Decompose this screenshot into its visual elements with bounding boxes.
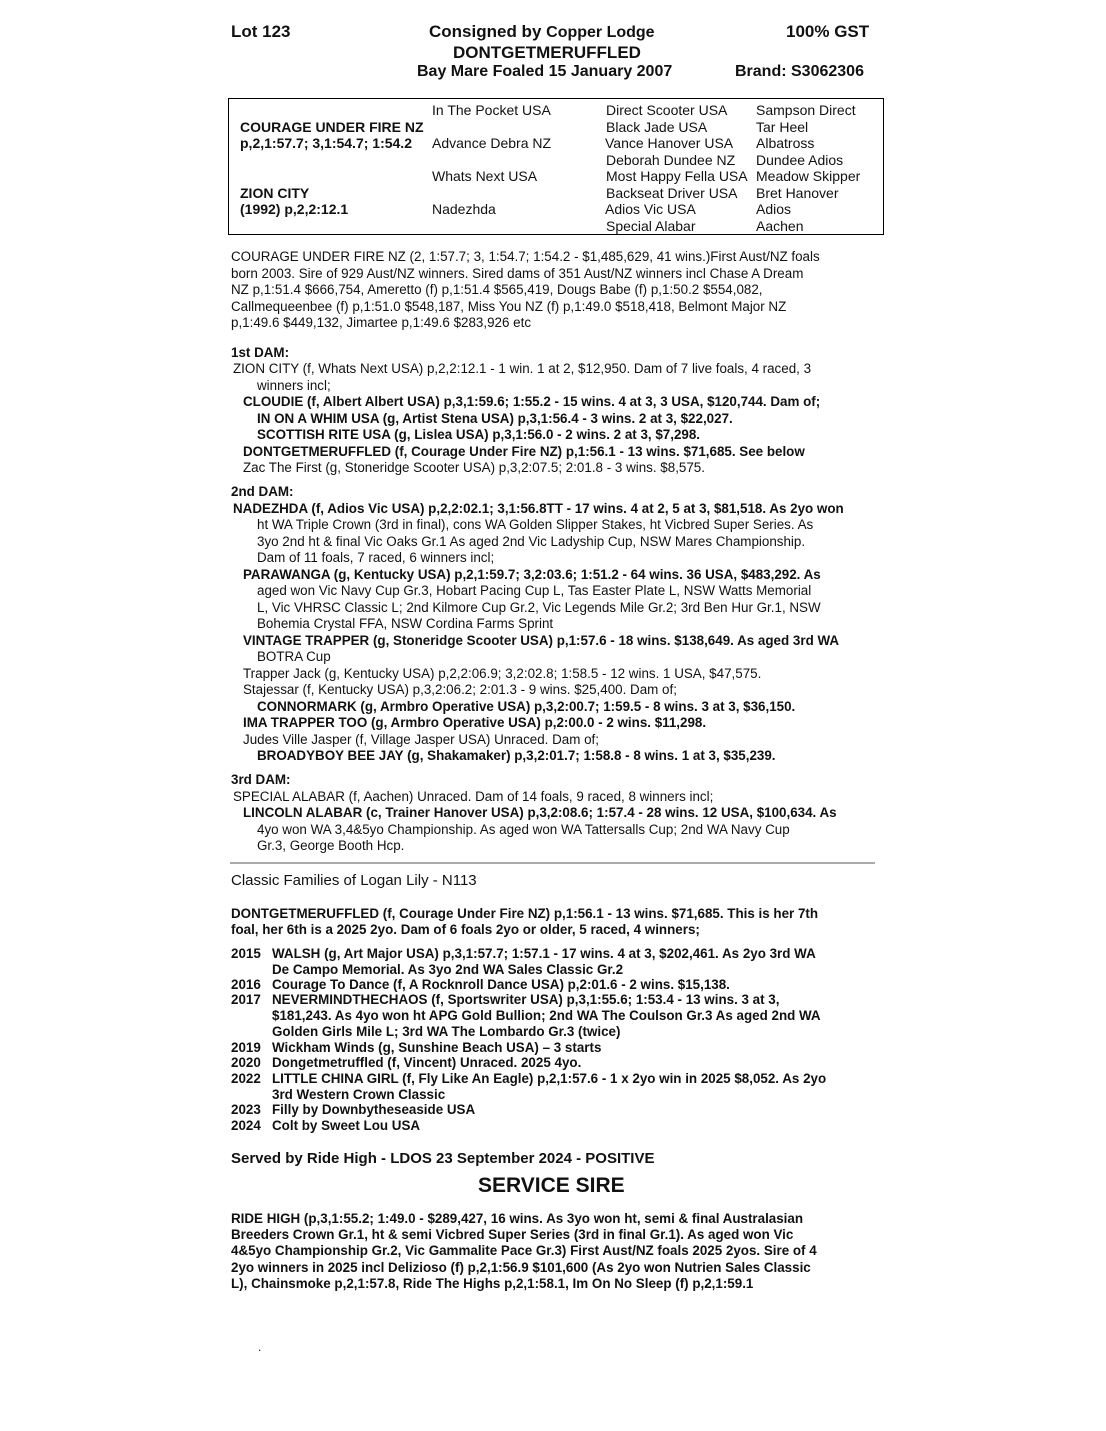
dam-line: aged won Vic Navy Cup Gr.3, Hobart Pacing Cup L, Tas Easter Plate L, NSW Watts Memorial <box>257 583 812 598</box>
dam-line: PARAWANGA (g, Kentucky USA) p,2,1:59.7; 3,2:03.6; 1:51.2 - 64 wins. 36 USA, $483,292. As <box>243 567 821 582</box>
dam-line: Trapper Jack (g, Kentucky USA) p,2,2:06.9; 3,2:02.8; 1:58.5 - 12 wins. 1 USA, $47,575. <box>243 666 762 681</box>
dam-line: Bohemia Crystal FFA, NSW Cordina Farms Sprint <box>257 616 554 631</box>
dam-line: CLOUDIE (f, Albert Albert USA) p,3,1:59.6; 1:55.2 - 15 wins. 4 at 3, 3 USA, $120,744. Dam of; <box>243 394 821 409</box>
pedigree-gen4: Tar Heel <box>756 119 809 135</box>
progeny-line: Golden Girls Mile L; 3rd WA The Lombardo Gr.3 (twice) <box>272 1024 621 1039</box>
dam-line: ZION CITY (f, Whats Next USA) p,2,2:12.1 - 1 win. 1 at 2, $12,950. Dam of 7 live foals, 4 raced, 3 <box>233 361 812 376</box>
dam-line: IMA TRAPPER TOO (g, Armbro Operative USA) p,2:00.0 - 2 wins. $11,298. <box>243 715 707 730</box>
pedigree-gen4: Bret Hanover <box>756 185 839 201</box>
dam-line: 4yo won WA 3,4&5yo Championship. As aged won WA Tattersalls Cup; 2nd WA Navy Cup <box>257 822 790 837</box>
progeny-year: 2022 <box>231 1071 261 1086</box>
pedigree-gen3: Special Alabar <box>606 218 696 234</box>
horse-name: DONTGETMERUFFLED <box>453 43 641 62</box>
horse-description: Bay Mare Foaled 15 January 2007 <box>417 63 673 80</box>
mare-summary-line: foal, her 6th is a 2025 2yo. Dam of 6 foals 2yo or older, 5 raced, 4 winners; <box>231 922 700 937</box>
progeny-line: Courage To Dance (f, A Rocknroll Dance USA) p,2:01.6 - 2 wins. $15,138. <box>272 977 730 992</box>
service-sire-line: 2yo winners in 2025 incl Delizioso (f) p,2,1:56.9 $101,600 (As 2yo won Nutrien Sales Classic <box>231 1260 811 1275</box>
progeny-line: $181,243. As 4yo won ht APG Gold Bullion; 2nd WA The Coulson Gr.3 As aged 2nd WA <box>272 1008 821 1023</box>
pedigree-sire: COURAGE UNDER FIRE NZ <box>240 119 424 135</box>
service-sire-heading: SERVICE SIRE <box>478 1174 625 1197</box>
third-dam-heading: 3rd DAM: <box>231 772 291 787</box>
pedigree-gen3: Black Jade USA <box>606 119 708 135</box>
pedigree-gen3: Most Happy Fella USA <box>606 168 748 184</box>
service-sire-line: RIDE HIGH (p,3,1:55.2; 1:49.0 - $289,427, 16 wins. As 3yo won ht, semi & final Australasian <box>231 1211 804 1226</box>
dam-line: NADEZHDA (f, Adios Vic USA) p,2,2:02.1; 3,1:56.8TT - 17 wins. 4 at 2, 5 at 3, $81,518. As 2yo won <box>233 501 844 516</box>
pedigree-gen2: Whats Next USA <box>432 168 538 184</box>
service-sire-line: Breeders Crown Gr.1, ht & semi Vicbred Super Series (3rd in final Gr.1). As aged won Vic <box>231 1227 794 1242</box>
brand: Brand: S3062306 <box>735 63 864 80</box>
progeny-year: 2016 <box>231 977 261 992</box>
pedigree-gen3: Backseat Driver USA <box>606 185 738 201</box>
consignor-line <box>429 22 655 42</box>
pedigree-gen4: Meadow Skipper <box>756 168 861 184</box>
dam-line: VINTAGE TRAPPER (g, Stoneridge Scooter USA) p,1:57.6 - 18 wins. $138,649. As aged 3rd WA <box>243 633 840 648</box>
dam-line: Dam of 11 foals, 7 raced, 6 winners incl; <box>257 550 495 565</box>
footer-mark: . <box>258 1340 262 1354</box>
progeny-year: 2019 <box>231 1040 261 1055</box>
progeny-line: De Campo Memorial. As 3yo 2nd WA Sales Classic Gr.2 <box>272 962 624 977</box>
progeny-year: 2023 <box>231 1102 261 1117</box>
pedigree-gen2: Advance Debra NZ <box>432 135 552 151</box>
dam-line: IN ON A WHIM USA (g, Artist Stena USA) p,3,1:56.4 - 3 wins. 2 at 3, $22,027. <box>257 411 733 426</box>
service-sire-line: L), Chainsmoke p,2,1:57.8, Ride The Highs p,2,1:58.1, Im On No Sleep (f) p,2,1:59.1 <box>231 1276 754 1291</box>
first-dam-heading: 1st DAM: <box>231 345 290 360</box>
progeny-line: Filly by Downbytheseaside USA <box>272 1102 476 1117</box>
sire-summary-line: Callmequeenbee (f) p,1:51.0 $548,187, Miss You NZ (f) p,1:49.0 $518,418, Belmont Major NZ <box>231 299 787 314</box>
dam-line: ht WA Triple Crown (3rd in final), cons WA Golden Slipper Stakes, ht Vicbred Super Series. As <box>257 517 814 532</box>
dam-line: LINCOLN ALABAR (c, Trainer Hanover USA) p,3,2:08.6; 1:57.4 - 28 wins. 12 USA, $100,634. As <box>243 805 837 820</box>
progeny-line: Dongetmetruffled (f, Vincent) Unraced. 2025 4yo. <box>272 1055 582 1070</box>
dam-line: BOTRA Cup <box>257 649 331 664</box>
pedigree-gen4: Adios <box>756 201 792 217</box>
pedigree-sire-record: p,2,1:57.7; 3,1:54.7; 1:54.2 <box>240 135 412 151</box>
consignor-name: Copper Lodge <box>546 24 655 41</box>
progeny-year: 2020 <box>231 1055 261 1070</box>
pedigree-dam: ZION CITY <box>240 185 310 201</box>
second-dam-heading: 2nd DAM: <box>231 484 294 499</box>
dam-line: 3yo 2nd ht & final Vic Oaks Gr.1 As aged 2nd Vic Ladyship Cup, NSW Mares Championship. <box>257 534 806 549</box>
dam-line: Judes Ville Jasper (f, Village Jasper USA) Unraced. Dam of; <box>243 732 600 747</box>
section-divider <box>230 862 875 864</box>
dam-line: Zac The First (g, Stoneridge Scooter USA) p,3,2:07.5; 2:01.8 - 3 wins. $8,575. <box>243 460 705 475</box>
dam-line: Gr.3, George Booth Hcp. <box>257 838 405 853</box>
gst-label: 100% GST <box>786 22 870 41</box>
pedigree-gen4: Aachen <box>756 218 804 234</box>
pedigree-gen3: Vance Hanover USA <box>605 135 734 151</box>
pedigree-gen4: Dundee Adios <box>756 152 844 168</box>
progeny-line: Colt by Sweet Lou USA <box>272 1118 421 1133</box>
progeny-line: WALSH (g, Art Major USA) p,3,1:57.7; 1:57.1 - 17 wins. 4 at 3, $202,461. As 2yo 3rd WA <box>272 946 816 961</box>
served-by: Served by Ride High - LDOS 23 September 2024 - POSITIVE <box>231 1150 655 1167</box>
pedigree-gen4: Sampson Direct <box>756 102 856 118</box>
pedigree-gen3: Adios Vic USA <box>605 201 696 217</box>
dam-line: Stajessar (f, Kentucky USA) p,3,2:06.2; 2:01.3 - 9 wins. $25,400. Dam of; <box>243 682 677 697</box>
pedigree-gen3: Direct Scooter USA <box>606 102 728 118</box>
dam-line: DONTGETMERUFFLED (f, Courage Under Fire NZ) p,1:56.1 - 13 wins. $71,685. See below <box>243 444 805 459</box>
progeny-line: Wickham Winds (g, Sunshine Beach USA) – 3 starts <box>272 1040 602 1055</box>
dam-line: SCOTTISH RITE USA (g, Lislea USA) p,3,1:56.0 - 2 wins. 2 at 3, $7,298. <box>257 427 701 442</box>
dam-line: SPECIAL ALABAR (f, Aachen) Unraced. Dam of 14 foals, 9 raced, 8 winners incl; <box>233 789 714 804</box>
dam-line: CONNORMARK (g, Armbro Operative USA) p,3,2:00.7; 1:59.5 - 8 wins. 3 at 3, $36,150. <box>257 699 796 714</box>
sire-summary-line: born 2003. Sire of 929 Aust/NZ winners. Sired dams of 351 Aust/NZ winners incl Chase A Dream <box>231 266 804 281</box>
progeny-line: LITTLE CHINA GIRL (f, Fly Like An Eagle) p,2,1:57.6 - 1 x 2yo win in 2025 $8,052. As 2yo <box>272 1071 827 1086</box>
progeny-line: NEVERMINDTHECHAOS (f, Sportswriter USA) p,3,1:55.6; 1:53.4 - 13 wins. 3 at 3, <box>272 992 780 1007</box>
pedigree-gen2: Nadezhda <box>432 201 496 217</box>
pedigree-gen3: Deborah Dundee NZ <box>606 152 736 168</box>
progeny-line: 3rd Western Crown Classic <box>272 1087 446 1102</box>
consigned-prefix: Consigned by <box>429 22 542 41</box>
mare-summary-line: DONTGETMERUFFLED (f, Courage Under Fire NZ) p,1:56.1 - 13 wins. $71,685. This is her 7th <box>231 906 819 921</box>
service-sire-line: 4&5yo Championship Gr.2, Vic Gammalite Pace Gr.3) First Aust/NZ foals 2025 2yos. Sire of 4 <box>231 1243 817 1258</box>
pedigree-table <box>228 98 884 235</box>
sire-summary-line: NZ p,1:51.4 $666,754, Ameretto (f) p,1:51.4 $565,419, Dougs Babe (f) p,1:50.2 $554,082, <box>231 282 763 297</box>
sire-summary-line: p,1:49.6 $449,132, Jimartee p,1:49.6 $283,926 etc <box>231 315 532 330</box>
dam-line: winners incl; <box>257 378 331 393</box>
progeny-year: 2024 <box>231 1118 261 1133</box>
lot-number: Lot 123 <box>231 22 291 41</box>
progeny-year: 2015 <box>231 946 261 961</box>
progeny-year: 2017 <box>231 992 261 1007</box>
pedigree-dam-record: (1992) p,2,2:12.1 <box>240 201 349 217</box>
dam-line: BROADYBOY BEE JAY (g, Shakamaker) p,3,2:01.7; 1:58.8 - 8 wins. 1 at 3, $35,239. <box>257 748 776 763</box>
pedigree-gen4: Albatross <box>756 135 815 151</box>
pedigree-gen2: In The Pocket USA <box>432 102 551 118</box>
sire-summary-line: COURAGE UNDER FIRE NZ (2, 1:57.7; 3, 1:54.7; 1:54.2 - $1,485,629, 41 wins.)First Aust/NZ foals <box>231 249 820 264</box>
dam-line: L, Vic VHRSC Classic L; 2nd Kilmore Cup Gr.2, Vic Legends Mile Gr.2; 3rd Ben Hur Gr.1, NSW <box>257 600 821 615</box>
family-title: Classic Families of Logan Lily - N113 <box>231 872 477 889</box>
